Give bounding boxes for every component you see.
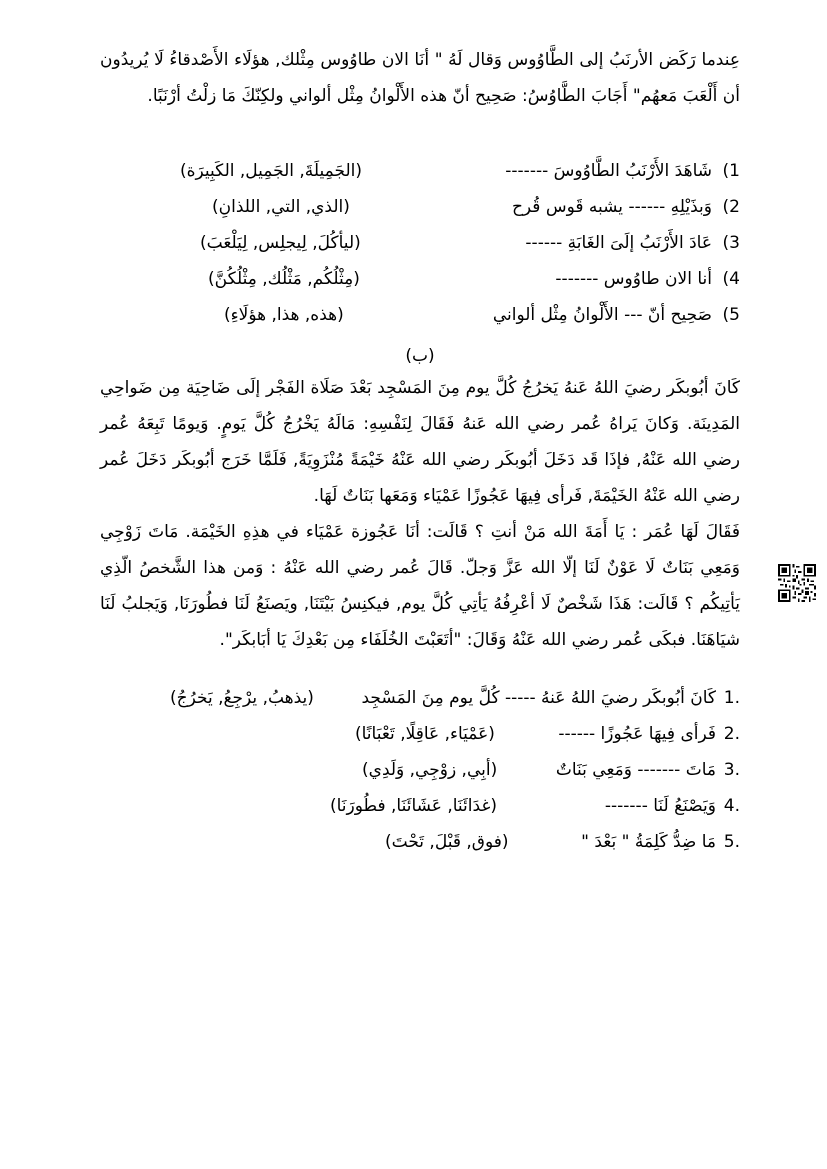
question-number: 5) [722, 305, 740, 325]
question-number: .2 [723, 724, 740, 744]
question-options: (ليأكُلَ, لِيجلِس, لِيَلْعَبَ) [200, 233, 361, 253]
section-b-label: (ب) [405, 346, 435, 366]
qr-code-icon [778, 564, 816, 602]
question-number: .3 [723, 760, 740, 780]
question-text: فَرأى فِيهَا عَجُوزًا ------ [558, 724, 716, 744]
question-item [100, 153, 740, 189]
section-b-question-list [100, 680, 740, 860]
question-number: 3) [722, 233, 740, 253]
question-options: (أبِي, زوْجِي, وَلَدِي) [362, 760, 498, 780]
question-item [100, 788, 740, 824]
question-options: (فوق, قَبْلَ, تَحْتَ) [385, 832, 509, 852]
question-text: صَحِيح أنّ --- الأَلْوانُ مِثْل ألواني [492, 305, 712, 325]
question-number: 1) [722, 161, 740, 181]
section-b-questions [100, 680, 740, 860]
question-item [100, 225, 740, 261]
section-a [100, 42, 740, 114]
question-text: مَاتَ ------- وَمَعِي بَنَاتٌ [555, 760, 716, 780]
section-a-passage: عِندما رَكَض الأرنَبُ إلى الطَّاوُوس وَقال لَهُ " أنَا الان طاوُوس مِثْلك, هؤلَاء الأَصْدقاءُ لَا يُريدُون أن أَلْعَبَ مَعهُم" أَجَابَ الطَّاوُسُ: صَحِيح أنّ هذه الأَلْوانُ مِثْل ألواني ولكِنّكَ مَا زلْتُ أرْنَبًا. [100, 50, 740, 106]
question-number: .5 [723, 832, 740, 852]
question-options: (مِثْلُكُم, مَثْلُك, مِثْلُكُنَّ) [208, 269, 360, 289]
question-text: أنا الان طاوُوس ------- [555, 269, 712, 289]
section-a-question-list [100, 153, 740, 333]
question-number: 4) [722, 269, 740, 289]
question-number: .1 [723, 688, 740, 708]
question-item [100, 752, 740, 788]
question-options: (يذهبُ, يرْجِعُ, يَخرُجُ) [170, 688, 314, 708]
question-item [100, 824, 740, 860]
question-text: عَادَ الأَرْنَبُ إلَىَ الغَابَةِ ------ [525, 233, 712, 253]
question-text: شَاهَدَ الأَرْنَبُ الطَّاوُوسَ ------- [505, 161, 712, 181]
question-item [100, 716, 740, 752]
question-options: (الذي, التي, اللذانِ) [212, 197, 350, 217]
question-item [100, 297, 740, 333]
question-options: (عَمْيَاء, عَاقِلًا, تَعْبَانًا) [355, 724, 495, 744]
question-text: مَا ضِدُّ كَلِمَةُ " بَعْدَ " [581, 832, 716, 852]
question-number: 2) [722, 197, 740, 217]
question-options: (هذه, هذا, هؤلَاءِ) [224, 305, 344, 325]
question-text: وَيَصْنَعُ لَنَا ------- [604, 796, 716, 816]
question-options: (الجَمِيلَةَ, الجَمِيل, الكَبِيرَة) [180, 161, 363, 181]
question-text: وَبذَيْلِهِ ------ يشبه قَوس قُرح [511, 197, 712, 217]
section-b-passage-1: كَانَ أبُوبكَر رضيَ اللهُ عَنهُ يَخرُجُ كُلَّ يوم مِنَ المَسْجِد بَعْدَ صَلَاة الفَجْر إلَى ضَاحِيَة مِن ضَواحِي المَدِينَة. وَكانَ يَراهُ عُمر رضي الله عَنهُ فَقَالَ لِنَفْسِهِ: مَالَهُ يَخْرُجُ كُلَّ يَومٍ. وَيومًا تَبِعَهُ عُمر رضي الله عَنْهُ, فإذَا قَد دَخَلَ أبُوبكَر رضي الله عَنْهُ خَيْمَةً مُنْزَوِيَةً, فَلَمَّا خَرَج أبُوبكَر دَخَلَ عُمر رضي الله عَنْهُ الخَيْمَةَ, فَرأى فِيهَا عَجُوزًا عَمْيَاء وَمَعَها بَنَاتٌ لَهَا. [100, 378, 740, 506]
section-a-questions [100, 153, 740, 333]
section-b [100, 370, 740, 658]
question-number: .4 [723, 796, 740, 816]
question-item [100, 680, 740, 716]
question-options: (غدَائَنَا, عَشَائَنَا, فطُورَنَا) [330, 796, 497, 816]
question-item [100, 261, 740, 297]
question-item [100, 189, 740, 225]
question-text: كَانَ أبُوبكَر رضيَ اللهُ عَنهُ ----- كُلَّ يوم مِنَ المَسْجِد [361, 688, 716, 708]
section-b-passage-2: فَقَالَ لَهَا عُمَر : يَا أَمَةَ الله مَنْ أنتِ ؟ قَالَت: أنَا عَجُوزة عَمْيَاء في هذِهِ الخَيْمَة. مَاتَ زَوْجِي وَمَعِي بَنَاتٌ لَا عَوْنٌ لَنَا إلّا الله عَزَّ وَجلّ. قَالَ عُمر رضي الله عَنْهُ : وَمن هذا الشَّخصُ الّذِي يَأتِيكُم ؟ قَالَت: هَذَا شَخْصٌ لَا أعْرِفُهُ يَأتِي كُلَّ يوم, فيكنِسُ بَيْتَنَا, ويَصنَعُ لَنَا فطُورَنَا, وَيَجلبُ لَنَا شيَاهَنَا. فبكَى عُمر رضي الله عَنْهُ وَقَالَ: "أتَعَبْتَ الخُلَفَاء مِن بَعْدِكَ يَا أبَابكَر". [100, 522, 740, 650]
